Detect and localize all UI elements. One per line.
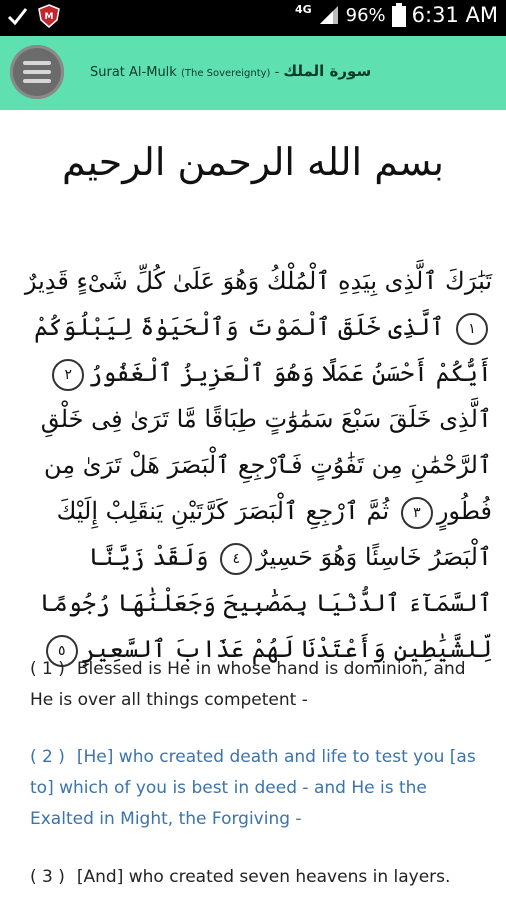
title-arabic: سورة الملك <box>283 62 372 80</box>
ayah-text: ٱلَّذِى خَلَقَ ٱلْمَوْتَ وَٱلْحَيَوٰةَ لِيَبْلُوَكُمْ أَيُّكُمْ أَحْسَنُ عَمَلًا وَهُوَ ٱلْعَزِيزُ ٱلْغَفُورُ <box>34 313 492 387</box>
ayah-text: ٱلَّذِى خَلَقَ سَبْعَ سَمَٰوَٰتٍ طِبَاقًا مَّا تَرَىٰ فِى خَلْقِ ٱلرَّحْمَٰنِ مِن تَفَٰوُتٍ فَٱرْجِعِ ٱلْبَصَرَ هَلْ تَرَىٰ مِن فُطُورٍ <box>40 405 492 525</box>
check-icon <box>6 5 28 27</box>
status-right <box>295 3 498 27</box>
app-bar <box>0 36 506 110</box>
translation-number: ( 1 ) <box>30 659 65 679</box>
clock: 6:31 AM <box>411 3 498 27</box>
translation-text: [He] who created death and life to test you [as to] which of you is best in deed - and He is the Exalted in Might, the Forgiving - <box>30 747 476 829</box>
translation-item-highlighted[interactable] <box>30 742 486 835</box>
translation-item[interactable] <box>30 654 486 716</box>
surah-content[interactable] <box>0 110 506 900</box>
title-main: Surat Al-Mulk <box>90 65 177 80</box>
status-left-icons <box>6 4 60 28</box>
svg-text:M: M <box>44 12 54 22</box>
translation-number: ( 3 ) <box>30 867 65 887</box>
title-sub: (The Sovereignty) <box>180 68 271 79</box>
status-bar <box>0 0 506 36</box>
translation-text: [And] who created seven heavens in layers. <box>76 867 451 887</box>
battery-percent: 96% <box>345 4 386 26</box>
ayah-marker: ١ <box>456 313 488 345</box>
ayah-text: ثُمَّ ٱرْجِعِ ٱلْبَصَرَ كَرَّتَيْنِ يَنقَلِبْ إِلَيْكَ ٱلْبَصَرُ خَاسِئًا وَهُوَ حَسِيرٌ <box>56 497 492 571</box>
network-type: 4G <box>294 2 312 16</box>
translation-item[interactable] <box>30 862 486 893</box>
arabic-verses <box>22 258 492 672</box>
ayah-text: وَلَقَدْ زَيَّنَّا ٱلسَّمَآءَ ٱلدُّنْيَا بِمَصَٰبِيحَ وَجَعَلْنَٰهَا رُجُومًا لِّلشَّيَٰطِينِ وَأَعْتَدْنَا لَهُمْ عَذَابَ ٱلسَّعِيرِ <box>39 543 492 663</box>
ayah-text: تَبَٰرَكَ ٱلَّذِى بِيَدِهِ ٱلْمُلْكُ وَهُوَ عَلَىٰ كُلِّ شَىْءٍ قَدِيرٌ <box>24 267 492 295</box>
ayah-marker: ٤ <box>220 543 252 575</box>
page-title <box>90 62 371 80</box>
title-separator: - <box>270 65 284 80</box>
ayah-marker: ٢ <box>52 359 84 391</box>
translation-number: ( 2 ) <box>30 747 65 767</box>
ayah-marker: ٣ <box>401 497 433 529</box>
battery-icon <box>392 3 406 27</box>
ayah-marker: ٥ <box>46 635 78 667</box>
signal-icon <box>318 4 340 26</box>
translation-text: Blessed is He in whose hand is dominion, and He is over all things competent - <box>30 659 466 710</box>
basmala: بسم الله الرحمن الرحيم <box>62 140 444 184</box>
hamburger-menu-icon[interactable] <box>10 45 64 99</box>
mcafee-shield-icon <box>38 4 60 28</box>
